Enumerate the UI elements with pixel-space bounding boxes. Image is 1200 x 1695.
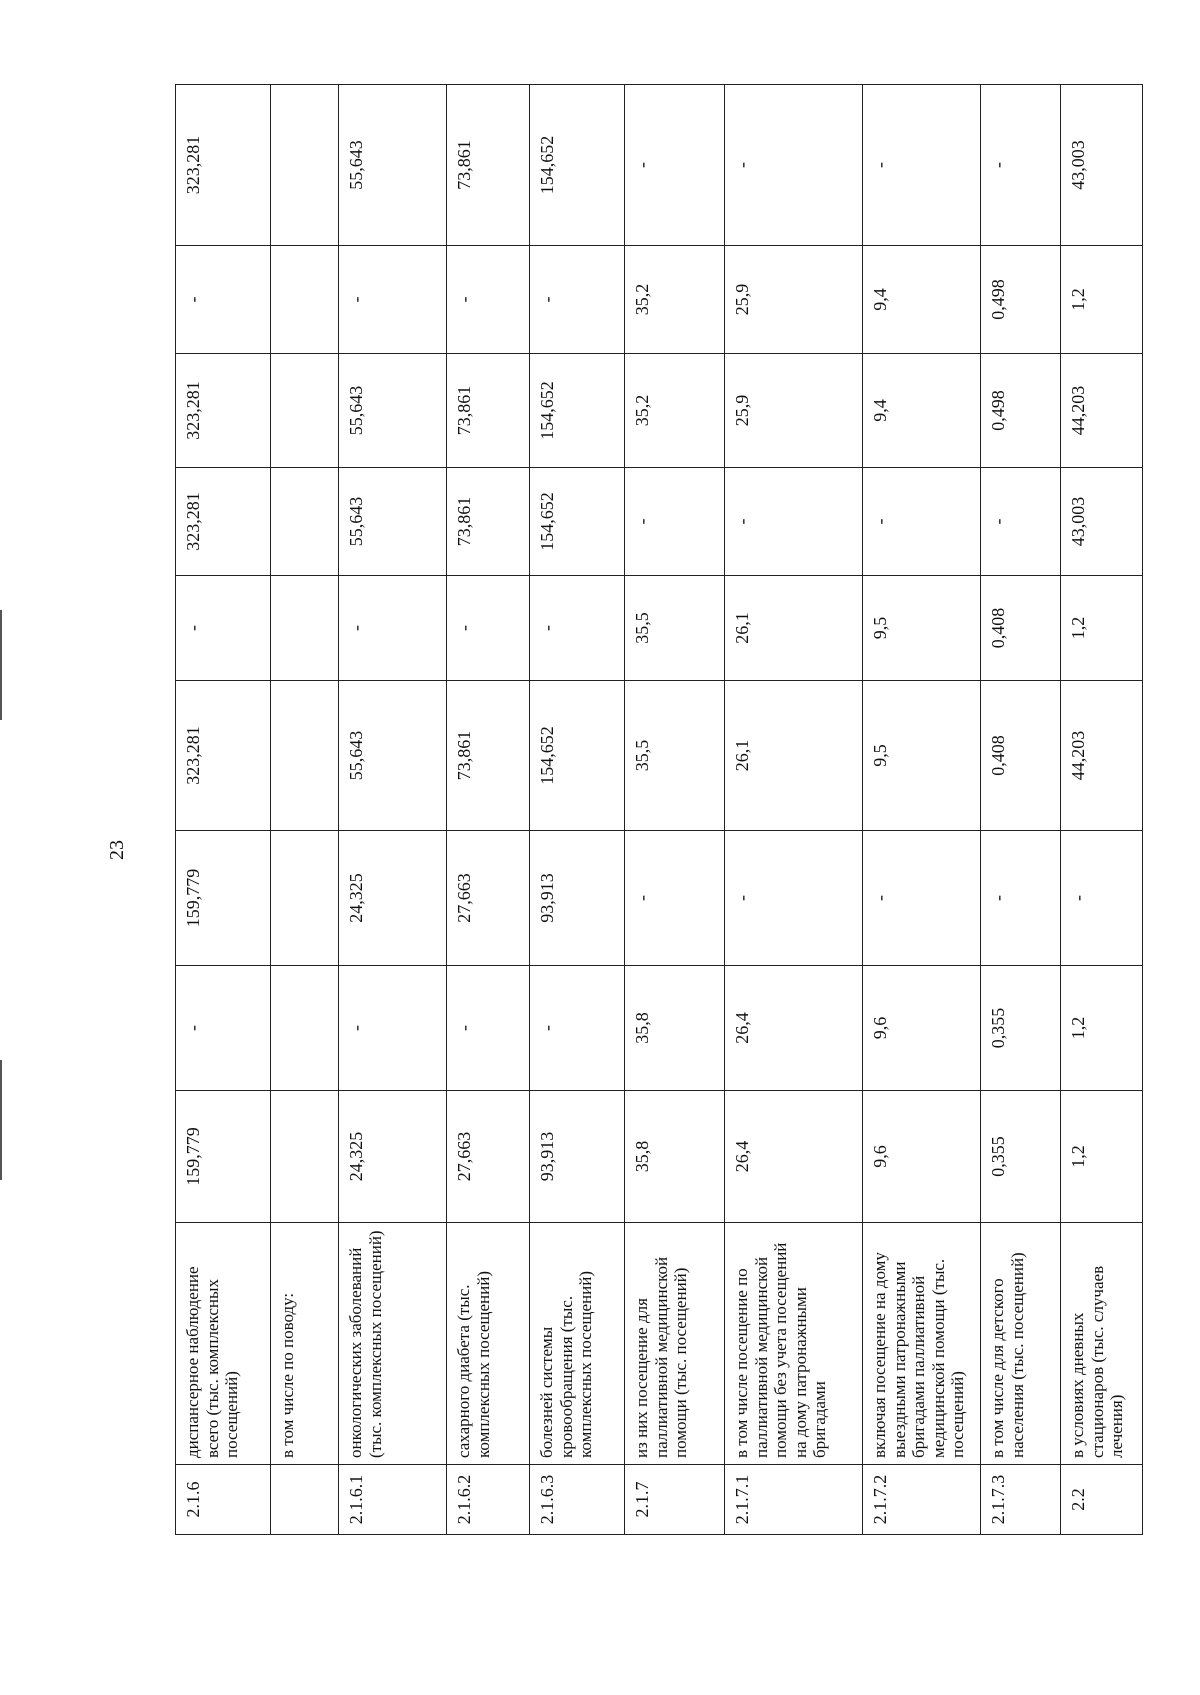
value-cell: - bbox=[625, 85, 725, 246]
value-cell bbox=[271, 681, 339, 831]
table-row bbox=[339, 85, 447, 1535]
value-cell: 93,913 bbox=[530, 1091, 625, 1223]
table-row bbox=[447, 85, 530, 1535]
row-number-cell: 2.1.6.1 bbox=[339, 1465, 447, 1535]
table-row bbox=[625, 85, 725, 1535]
value-cell: 9,6 bbox=[863, 1091, 981, 1223]
value-cell: 27,663 bbox=[447, 831, 530, 966]
row-number-cell: 2.1.7.2 bbox=[863, 1465, 981, 1535]
row-name-cell: болезней системы кровообращения (тыс. комплексных посещений) bbox=[530, 1223, 625, 1465]
value-cell: 25,9 bbox=[725, 354, 863, 468]
value-cell: 27,663 bbox=[447, 1091, 530, 1223]
value-cell bbox=[271, 246, 339, 354]
row-name-cell: в том числе по поводу: bbox=[271, 1223, 339, 1465]
value-cell: 35,5 bbox=[625, 576, 725, 681]
value-cell: 9,5 bbox=[863, 681, 981, 831]
value-cell bbox=[271, 1091, 339, 1223]
row-name-cell: включая посещение на дому выездными патронажными бригадами паллиативной медицинской помощи (тыс. посещений) bbox=[863, 1223, 981, 1465]
value-cell: - bbox=[725, 85, 863, 246]
row-number-cell: 2.1.7.1 bbox=[725, 1465, 863, 1535]
row-name-cell: диспансерное наблюдение всего (тыс. комплексных посещений) bbox=[176, 1223, 271, 1465]
row-name-cell: сахарного диабета (тыс. комплексных посещений) bbox=[447, 1223, 530, 1465]
value-cell: 154,652 bbox=[530, 681, 625, 831]
value-cell: 9,6 bbox=[863, 966, 981, 1091]
value-cell: 159,779 bbox=[176, 831, 271, 966]
value-cell: - bbox=[176, 576, 271, 681]
row-number-cell: 2.1.6.3 bbox=[530, 1465, 625, 1535]
value-cell: 35,8 bbox=[625, 966, 725, 1091]
value-cell: 93,913 bbox=[530, 831, 625, 966]
value-cell: 35,8 bbox=[625, 1091, 725, 1223]
value-cell: 0,408 bbox=[981, 681, 1061, 831]
scan-edge-mark bbox=[0, 1060, 2, 1180]
value-cell: - bbox=[625, 468, 725, 576]
value-cell: 1,2 bbox=[1061, 576, 1143, 681]
value-cell: 323,281 bbox=[176, 681, 271, 831]
value-cell bbox=[271, 831, 339, 966]
row-name-cell: в том числе посещение по паллиативной медицинской помощи без учета посещений на дому патронажными бригадами bbox=[725, 1223, 863, 1465]
row-number-cell: 2.1.6.2 bbox=[447, 1465, 530, 1535]
value-cell: 154,652 bbox=[530, 468, 625, 576]
row-name-cell: в том числе для детского населения (тыс. посещений) bbox=[981, 1223, 1061, 1465]
value-cell: - bbox=[981, 85, 1061, 246]
value-cell: - bbox=[530, 966, 625, 1091]
value-cell: 1,2 bbox=[1061, 966, 1143, 1091]
value-cell: 55,643 bbox=[339, 354, 447, 468]
row-number-cell: 2.1.7.3 bbox=[981, 1465, 1061, 1535]
table-row bbox=[863, 85, 981, 1535]
value-cell: 35,5 bbox=[625, 681, 725, 831]
value-cell: - bbox=[176, 966, 271, 1091]
value-cell: - bbox=[447, 966, 530, 1091]
value-cell: 25,9 bbox=[725, 246, 863, 354]
value-cell: 26,4 bbox=[725, 966, 863, 1091]
value-cell: - bbox=[447, 576, 530, 681]
value-cell: 26,1 bbox=[725, 681, 863, 831]
value-cell bbox=[271, 468, 339, 576]
value-cell: 0,355 bbox=[981, 1091, 1061, 1223]
value-cell: 24,325 bbox=[339, 1091, 447, 1223]
row-number-cell: 2.1.7 bbox=[625, 1465, 725, 1535]
value-cell: - bbox=[625, 831, 725, 966]
value-cell: 0,498 bbox=[981, 246, 1061, 354]
scan-edge-mark bbox=[0, 610, 2, 720]
table-row bbox=[1061, 85, 1143, 1535]
value-cell: 9,5 bbox=[863, 576, 981, 681]
table-row bbox=[530, 85, 625, 1535]
value-cell: 35,2 bbox=[625, 246, 725, 354]
value-cell: - bbox=[863, 468, 981, 576]
value-cell: - bbox=[981, 831, 1061, 966]
value-cell bbox=[271, 354, 339, 468]
value-cell: - bbox=[530, 246, 625, 354]
value-cell: 1,2 bbox=[1061, 246, 1143, 354]
row-name-cell: онкологических заболеваний (тыс. комплексных посещений) bbox=[339, 1223, 447, 1465]
value-cell: 9,4 bbox=[863, 354, 981, 468]
value-cell: 43,003 bbox=[1061, 85, 1143, 246]
value-cell: 55,643 bbox=[339, 681, 447, 831]
value-cell: 9,4 bbox=[863, 246, 981, 354]
table-row bbox=[176, 85, 271, 1535]
value-cell: - bbox=[339, 246, 447, 354]
value-cell: 24,325 bbox=[339, 831, 447, 966]
row-name-cell: в условиях дневных стационаров (тыс. случаев лечения) bbox=[1061, 1223, 1143, 1465]
value-cell: - bbox=[863, 85, 981, 246]
plan-table bbox=[175, 84, 1143, 1535]
row-number-cell: 2.2 bbox=[1061, 1465, 1143, 1535]
value-cell: - bbox=[863, 831, 981, 966]
value-cell: 1,2 bbox=[1061, 1091, 1143, 1223]
value-cell: - bbox=[530, 576, 625, 681]
page-number: 23 bbox=[106, 840, 128, 860]
value-cell: 323,281 bbox=[176, 85, 271, 246]
value-cell bbox=[271, 966, 339, 1091]
value-cell: - bbox=[981, 468, 1061, 576]
value-cell: 154,652 bbox=[530, 85, 625, 246]
value-cell: - bbox=[1061, 831, 1143, 966]
value-cell: - bbox=[447, 246, 530, 354]
value-cell: 73,861 bbox=[447, 468, 530, 576]
value-cell: 323,281 bbox=[176, 354, 271, 468]
value-cell: 73,861 bbox=[447, 681, 530, 831]
table-row bbox=[271, 85, 339, 1535]
value-cell: - bbox=[339, 966, 447, 1091]
rotated-table-container bbox=[175, 85, 1127, 1535]
table-row bbox=[725, 85, 863, 1535]
value-cell: 159,779 bbox=[176, 1091, 271, 1223]
table-row bbox=[981, 85, 1061, 1535]
value-cell: 55,643 bbox=[339, 468, 447, 576]
value-cell: - bbox=[176, 246, 271, 354]
value-cell: 0,355 bbox=[981, 966, 1061, 1091]
value-cell: 26,1 bbox=[725, 576, 863, 681]
value-cell: 44,203 bbox=[1061, 681, 1143, 831]
row-name-cell: из них посещение для паллиативной медицинской помощи (тыс. посещений) bbox=[625, 1223, 725, 1465]
value-cell: 323,281 bbox=[176, 468, 271, 576]
value-cell: 0,498 bbox=[981, 354, 1061, 468]
row-number-cell: 2.1.6 bbox=[176, 1465, 271, 1535]
value-cell bbox=[271, 85, 339, 246]
value-cell: 44,203 bbox=[1061, 354, 1143, 468]
value-cell: 55,643 bbox=[339, 85, 447, 246]
value-cell: 154,652 bbox=[530, 354, 625, 468]
value-cell: 0,408 bbox=[981, 576, 1061, 681]
value-cell: 35,2 bbox=[625, 354, 725, 468]
value-cell: - bbox=[725, 831, 863, 966]
value-cell: 43,003 bbox=[1061, 468, 1143, 576]
value-cell: - bbox=[725, 468, 863, 576]
value-cell: - bbox=[339, 576, 447, 681]
value-cell: 73,861 bbox=[447, 354, 530, 468]
value-cell bbox=[271, 576, 339, 681]
row-number-cell bbox=[271, 1465, 339, 1535]
value-cell: 73,861 bbox=[447, 85, 530, 246]
value-cell: 26,4 bbox=[725, 1091, 863, 1223]
